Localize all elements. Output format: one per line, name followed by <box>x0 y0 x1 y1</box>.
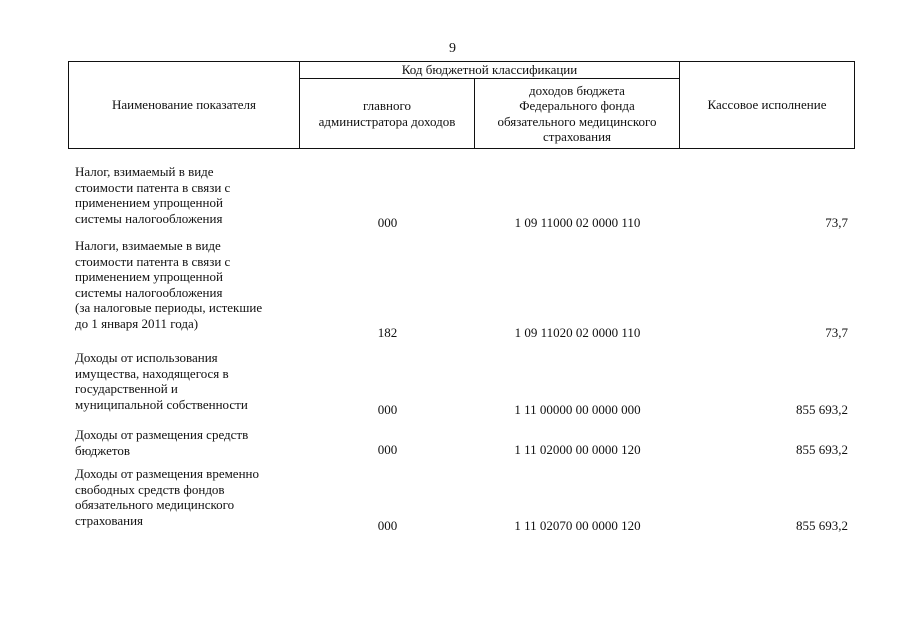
row-name-line: стоимости патента в связи с <box>75 179 231 195</box>
row-budget-code: 1 11 02000 00 0000 120 <box>514 442 641 457</box>
row-execution-value: 855 693,2 <box>796 442 848 457</box>
row-name-line: применением упрощенной <box>75 195 223 210</box>
header-col-admin-line: главного <box>362 98 412 113</box>
header-col-admin-line: администратора доходов <box>318 113 456 129</box>
row-name <box>75 164 305 226</box>
row-admin-code: 000 <box>377 215 398 230</box>
row-name <box>75 427 305 458</box>
row-execution-value: 73,7 <box>825 215 848 230</box>
row-name-line: Налоги, взимаемые в виде <box>75 238 221 253</box>
row-name-line: Доходы от использования <box>75 350 218 365</box>
row-admin-code: 000 <box>377 442 398 457</box>
page-number: 9 <box>449 41 456 56</box>
row-name-line: системы налогообложения <box>75 210 223 226</box>
row-name-line: применением упрощенной <box>75 269 223 284</box>
row-budget-code: 1 11 00000 00 0000 000 <box>514 402 641 417</box>
row-name-line: (за налоговые периоды, истекшие <box>75 300 263 315</box>
row-name-line: Доходы от размещения средств <box>75 427 249 442</box>
row-name-line: имущества, находящегося в <box>75 365 229 381</box>
row-name <box>75 238 305 331</box>
header-col-income <box>475 79 679 148</box>
row-admin-code: 000 <box>377 402 398 417</box>
header-group-title: Код бюджетной классификации <box>401 62 578 78</box>
header-col-income-line: обязательного медицинского <box>497 113 657 129</box>
header-col-income-line: Федерального фонда <box>519 98 635 113</box>
row-name-line: Доходы от размещения временно <box>75 466 259 481</box>
header-col-income-line: доходов бюджета <box>529 82 625 98</box>
row-execution-value: 855 693,2 <box>796 518 848 533</box>
header-col-admin <box>300 79 474 148</box>
row-name-line: бюджетов <box>75 442 131 458</box>
row-name <box>75 350 305 412</box>
row-name-line: обязательного медицинского <box>75 497 235 512</box>
header-col-income-line: страхования <box>542 129 611 144</box>
row-name-line: системы налогообложения <box>75 284 223 300</box>
row-execution-value: 73,7 <box>825 325 848 340</box>
row-name-line: до 1 января 2011 года) <box>75 315 199 331</box>
row-budget-code: 1 09 11000 02 0000 110 <box>514 215 641 230</box>
row-execution-value: 855 693,2 <box>796 402 848 417</box>
header-col-exec: Кассовое исполнение <box>707 97 827 113</box>
row-name-line: Налог, взимаемый в виде <box>75 164 214 179</box>
row-name-line: муниципальной собственности <box>75 396 248 412</box>
row-name-line: страхования <box>75 512 144 528</box>
row-budget-code: 1 09 11020 02 0000 110 <box>514 325 641 340</box>
row-name-line: стоимости патента в связи с <box>75 253 231 269</box>
row-name <box>75 466 305 528</box>
row-admin-code: 182 <box>377 325 398 340</box>
row-budget-code: 1 11 02070 00 0000 120 <box>514 518 641 533</box>
row-name-line: свободных средств фондов <box>75 481 225 497</box>
header-col-name: Наименование показателя <box>111 97 257 113</box>
row-admin-code: 000 <box>377 518 398 533</box>
row-name-line: государственной и <box>75 381 178 396</box>
